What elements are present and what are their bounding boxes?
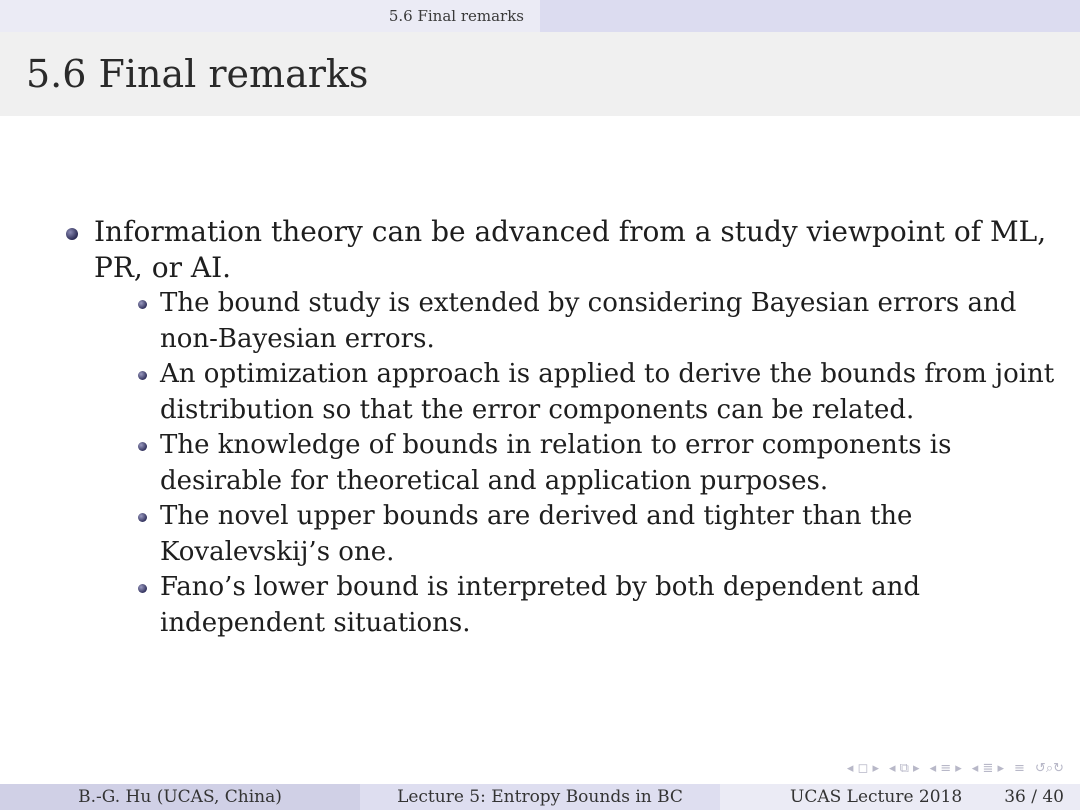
footer-bar	[0, 784, 1080, 810]
sub-bullet-list	[94, 286, 1060, 641]
sub-bullet-item	[94, 570, 1060, 641]
footer-title-text: Lecture 5: Entropy Bounds in BC	[397, 787, 683, 807]
section-label: 5.6 Final remarks	[388, 7, 524, 25]
footer-title	[360, 784, 720, 810]
section-link-final-remarks[interactable]	[0, 0, 540, 32]
footer-event-text: UCAS Lecture 2018	[790, 787, 963, 807]
sub-bullet-text: Fano’s lower bound is interpreted by both dependent and independent situations.	[160, 572, 921, 638]
section-navigation-bar	[0, 0, 1080, 32]
nav-subsection-icon[interactable]: ◂ ≡ ▸	[929, 760, 962, 776]
sub-bullet-dot-icon	[138, 442, 147, 451]
sub-bullet-item	[94, 286, 1060, 357]
footer-author	[0, 784, 360, 810]
footer-author-text: B.-G. Hu (UCAS, China)	[78, 787, 282, 807]
nav-search-icon[interactable]: ↺⌕↻	[1034, 760, 1064, 776]
frame-title-bar	[0, 32, 1080, 116]
bullet-dot-icon	[66, 228, 78, 240]
bullet-text: Information theory can be advanced from a study viewpoint of ML, PR, or AI.	[94, 215, 1047, 284]
nav-section-icon[interactable]: ◂ ≣ ▸	[971, 760, 1005, 776]
nav-first-icon[interactable]: ◂ ◻ ▸	[846, 760, 879, 776]
sub-bullet-dot-icon	[138, 300, 147, 309]
sub-bullet-dot-icon	[138, 584, 147, 593]
bullet-item-main	[60, 214, 1060, 641]
sub-bullet-text: An optimization approach is applied to derive the bounds from joint distribution so that the error components can be related.	[160, 359, 1055, 425]
nav-align-icon[interactable]: ≡	[1014, 760, 1025, 776]
footer-date-page	[720, 784, 1080, 810]
sub-bullet-item	[94, 499, 1060, 570]
sub-bullet-text: The bound study is extended by considering Bayesian errors and non-Bayesian errors.	[160, 288, 1017, 354]
sub-bullet-dot-icon	[138, 371, 147, 380]
sub-bullet-text: The novel upper bounds are derived and tighter than the Kovalevskij’s one.	[160, 501, 913, 567]
beamer-navigation-symbols	[847, 758, 1064, 778]
page-number: 36 / 40	[1004, 787, 1064, 807]
slide-content	[60, 214, 1060, 641]
sub-bullet-text: The knowledge of bounds in relation to error components is desirable for theoretical and application purposes.	[160, 430, 952, 496]
sub-bullet-item	[94, 357, 1060, 428]
nav-frame-icon[interactable]: ◂ ⧉ ▸	[888, 760, 920, 776]
sub-bullet-dot-icon	[138, 513, 147, 522]
page-title: 5.6 Final remarks	[26, 52, 369, 96]
sub-bullet-item	[94, 428, 1060, 499]
